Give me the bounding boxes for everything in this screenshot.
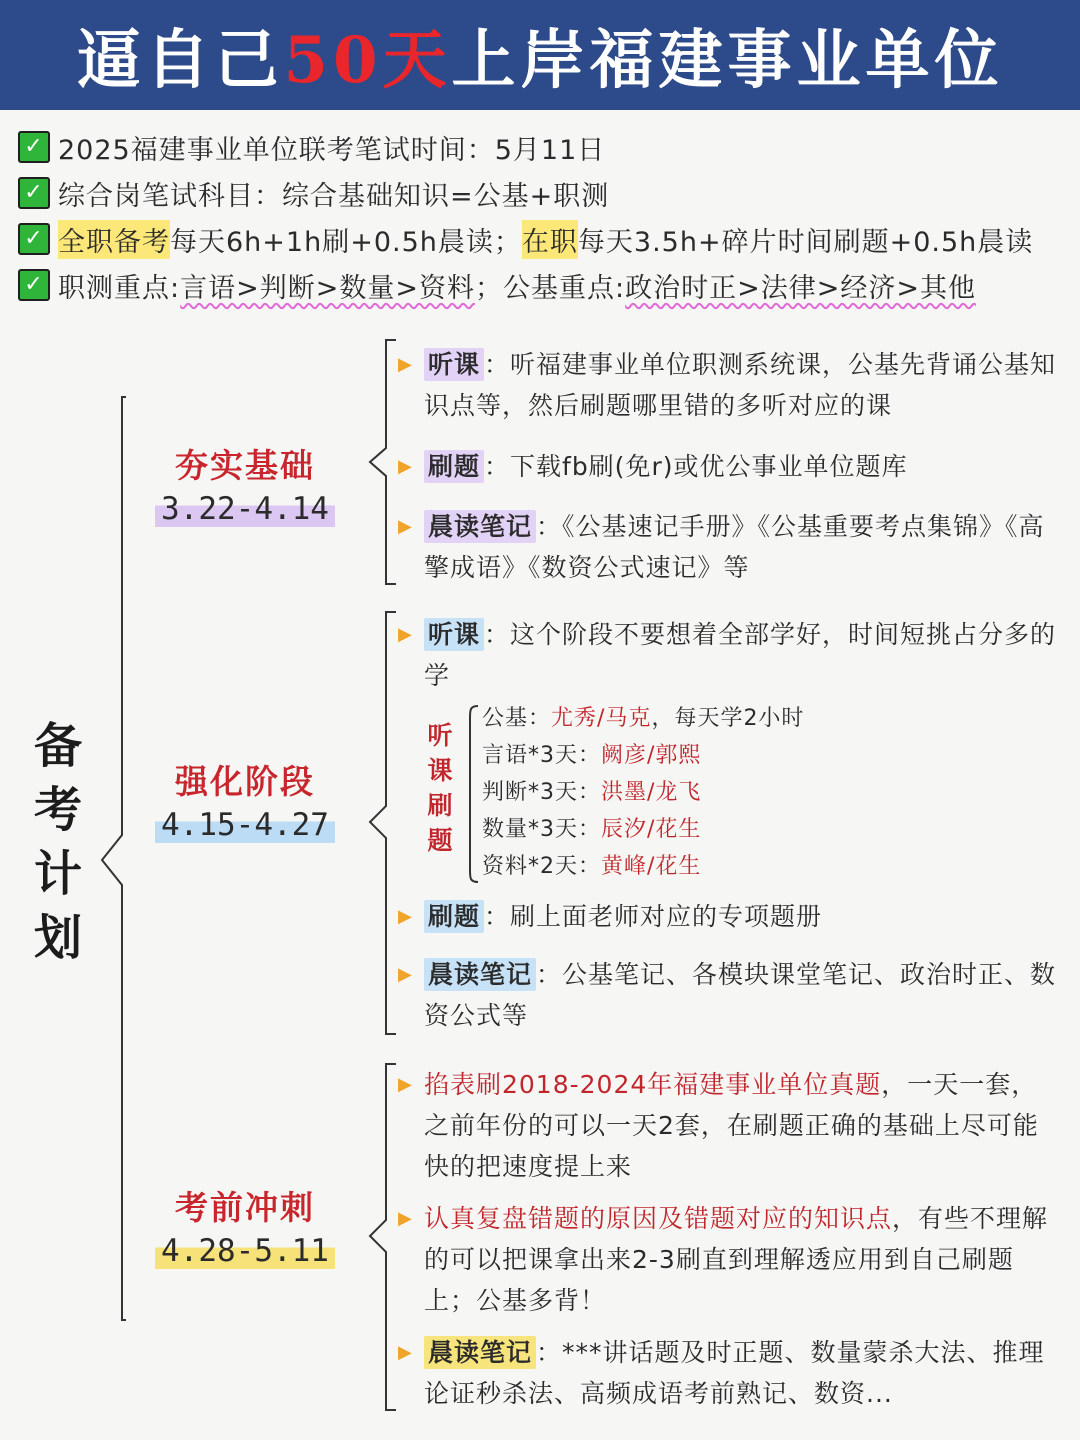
subject: 判断*3天：	[482, 780, 601, 805]
teacher-row	[482, 774, 862, 811]
focus-text-2: 政治时正>法律>经济>其他	[625, 272, 976, 304]
stage-name: 强化阶段	[175, 762, 315, 801]
stage-name: 考前冲刺	[175, 1188, 315, 1227]
stage-intensive	[150, 756, 340, 843]
label-char: 题	[427, 826, 453, 855]
list-item	[398, 1332, 1063, 1414]
teacher-brace	[462, 704, 480, 884]
item-label: 晨读笔记	[424, 958, 536, 991]
page-title	[0, 0, 1080, 110]
title-part-2: 上岸福建事业单位	[451, 23, 1004, 98]
item-text: ：听福建事业单位职测系统课，公基先背诵公基知识点等，然后刷题哪里错的多听对应的课	[424, 350, 1057, 420]
checkmark-icon: ✓	[18, 131, 50, 163]
focus-text-1: 言语>判断>数量>资料	[180, 272, 475, 304]
stage-dates: 4.28-5.11	[155, 1233, 335, 1269]
subject: 言语*3天：	[482, 743, 601, 768]
list-item	[398, 446, 1063, 487]
item-label: 晨读笔记	[424, 510, 536, 543]
list-item	[398, 344, 1063, 426]
item-text: ，有些不理解的可以把课拿出来2-3刷直到理解透应用到自己刷题上；公基多背！	[424, 1204, 1049, 1315]
checkmark-icon: ✓	[18, 177, 50, 209]
item-label: 刷题	[424, 900, 484, 933]
teacher-row	[482, 848, 862, 885]
intro-line-subjects	[18, 170, 1068, 216]
item-text: ：公基笔记、各模块课堂笔记、政治时正、数资公式等	[424, 960, 1057, 1030]
stage-3-brace	[366, 1062, 400, 1414]
teacher-names: 黄峰/花生	[601, 854, 702, 879]
teacher-block-label	[424, 718, 456, 858]
intro-checklist	[18, 124, 1068, 308]
plan-title-char: 备	[33, 718, 82, 774]
plan-brace	[100, 395, 130, 1325]
triangle-right-icon: ▶	[398, 624, 413, 645]
list-item	[398, 896, 1063, 937]
checkmark-icon: ✓	[18, 269, 50, 301]
subject: 数量*3天：	[482, 817, 601, 842]
focus-label-2: ；公基重点:	[474, 272, 626, 304]
stage-name: 夯实基础	[175, 446, 315, 485]
teacher-names: 辰汐/花生	[601, 817, 702, 842]
subject: 公基：	[482, 706, 552, 731]
label-char: 听	[427, 721, 453, 750]
item-text: ：《公基速记手册》《公基重要考点集锦》《高擎成语》《数资公式速记》等	[424, 512, 1045, 582]
teacher-list	[482, 700, 862, 885]
teacher-names: 尤秀/马克	[551, 706, 652, 731]
teacher-row	[482, 737, 862, 774]
checkmark-icon: ✓	[18, 223, 50, 255]
teacher-names: 洪墨/龙飞	[601, 780, 702, 805]
stage-2-brace	[366, 610, 400, 1038]
teacher-note: ，每天学2小时	[651, 706, 805, 731]
stage-sprint	[150, 1182, 340, 1269]
stage-dates: 4.15-4.27	[155, 807, 335, 843]
list-item	[398, 1198, 1063, 1321]
triangle-right-icon: ▶	[398, 354, 413, 375]
exam-date-text: 2025福建事业单位联考笔试时间：5月11日	[58, 134, 606, 166]
intro-line-focus	[18, 262, 1068, 308]
triangle-right-icon: ▶	[398, 1342, 413, 1363]
item-label: 听课	[424, 618, 484, 651]
plan-title	[30, 714, 86, 970]
subjects-text: 综合岗笔试科目：综合基础知识=公基+职测	[58, 180, 610, 212]
focus-label-1: 职测重点:	[58, 272, 181, 304]
triangle-right-icon: ▶	[398, 1208, 413, 1229]
intro-line-exam-date	[18, 124, 1068, 170]
item-text: ：***讲话题及时正题、数量蒙杀大法、推理论证秒杀法、高频成语考前熟记、数资...	[424, 1338, 1045, 1408]
item-text: ，一天一套，之前年份的可以一天2套，在刷题正确的基础上尽可能快的把速度提上来	[424, 1070, 1039, 1181]
title-highlight: 50天	[283, 23, 452, 98]
item-label: 听课	[424, 348, 484, 381]
plan-title-char: 划	[33, 910, 82, 966]
teacher-row	[482, 700, 862, 737]
stage-dates: 3.22-4.14	[155, 491, 335, 527]
triangle-right-icon: ▶	[398, 516, 413, 537]
item-label: 刷题	[424, 450, 484, 483]
employed-tag: 在职	[522, 220, 578, 259]
stage-foundation	[150, 440, 340, 527]
plan-title-char: 考	[33, 782, 82, 838]
list-item	[398, 1064, 1063, 1187]
item-highlight: 掐表刷2018-2024年福建事业单位真题	[424, 1070, 882, 1099]
label-char: 课	[427, 756, 453, 785]
fulltime-tag: 全职备考	[58, 220, 170, 259]
triangle-right-icon: ▶	[398, 1074, 413, 1095]
item-text: ：下载fb刷(免r)或优公事业单位题库	[484, 452, 908, 481]
item-highlight: 认真复盘错题的原因及错题对应的知识点	[424, 1204, 893, 1233]
triangle-right-icon: ▶	[398, 906, 413, 927]
item-label: 晨读笔记	[424, 1336, 536, 1369]
list-item	[398, 614, 1063, 696]
label-char: 刷	[427, 791, 453, 820]
employed-text: 每天3.5h+碎片时间刷题+0.5h晨读	[577, 226, 1034, 258]
teacher-row	[482, 811, 862, 848]
stage-1-brace	[366, 338, 400, 588]
teacher-names: 阙彦/郭熙	[601, 743, 702, 768]
subject: 资料*2天：	[482, 854, 601, 879]
title-part-1: 逼自己	[76, 23, 284, 98]
fulltime-text: 每天6h+1h刷+0.5h晨读；	[170, 226, 522, 258]
triangle-right-icon: ▶	[398, 964, 413, 985]
intro-line-schedule	[18, 216, 1068, 262]
item-text: ：刷上面老师对应的专项题册	[484, 902, 823, 931]
triangle-right-icon: ▶	[398, 456, 413, 477]
plan-title-char: 计	[33, 846, 82, 902]
item-text: ：这个阶段不要想着全部学好，时间短挑占分多的学	[424, 620, 1057, 690]
list-item	[398, 954, 1063, 1036]
list-item	[398, 506, 1063, 588]
